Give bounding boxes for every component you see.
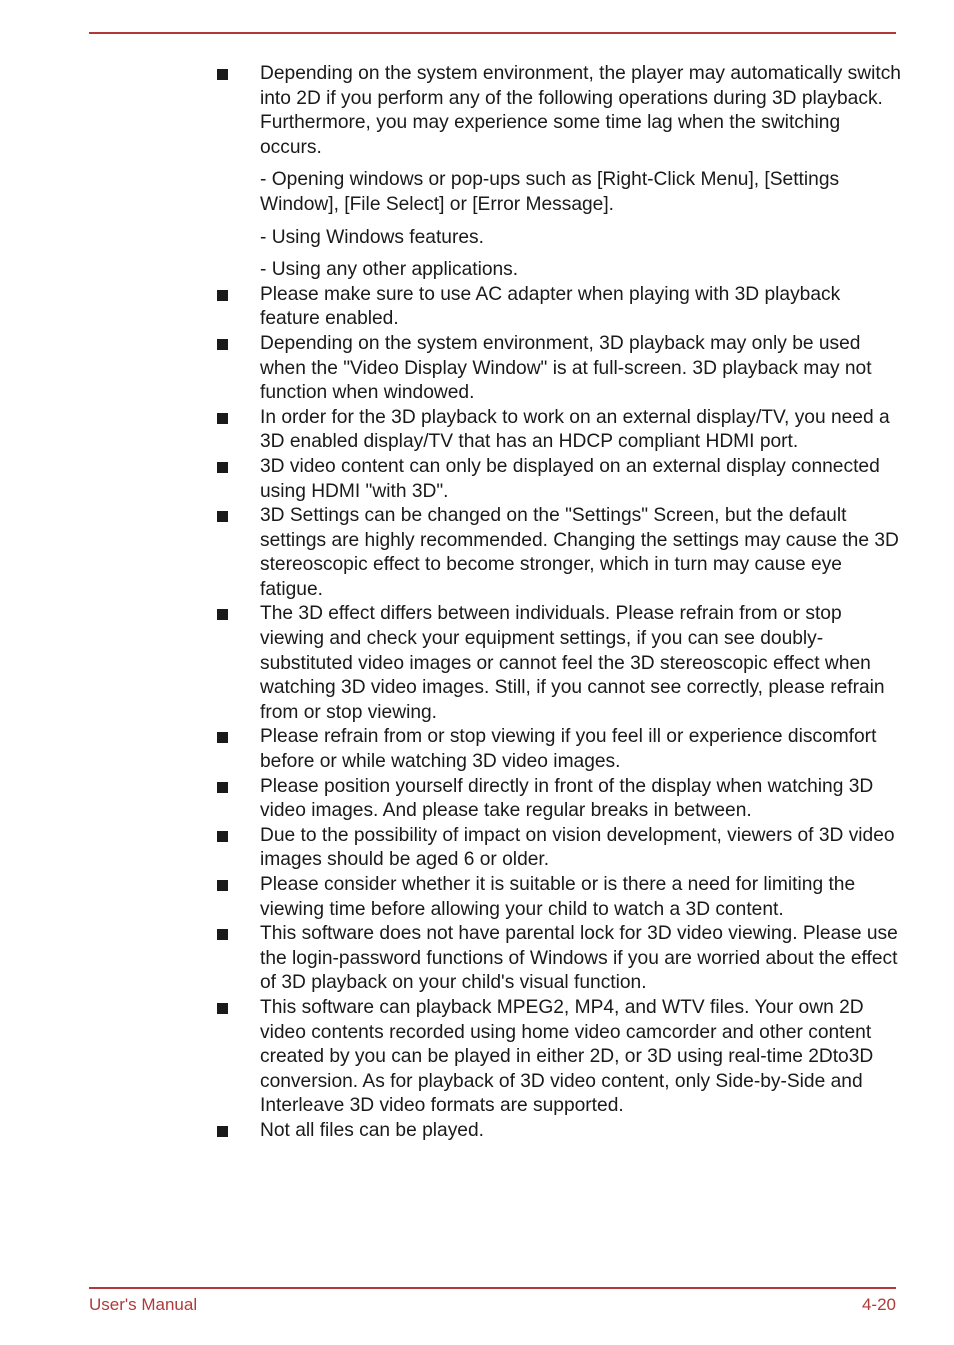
list-item-subtext: - Using any other applications.: [260, 259, 519, 281]
bullet-list: [215, 62, 905, 1144]
list-item-text: Depending on the system environment, 3D playback may only be used when the "Video Display Window" is at full-screen. 3D playback may not function when windowed.: [260, 332, 872, 404]
square-bullet-icon: [217, 290, 228, 301]
list-item: [215, 504, 905, 602]
page-number: 4-20: [861, 1295, 896, 1314]
list-item-text: Due to the possibility of impact on vision development, viewers of 3D video images should be aged 6 or older.: [260, 824, 895, 871]
list-item: [215, 283, 905, 332]
list-item-text: 3D video content can only be displayed on an external display connected using HDMI "with 3D".: [260, 455, 880, 502]
square-bullet-icon: [217, 880, 228, 891]
list-item: [215, 1119, 905, 1144]
header-rule: [89, 32, 896, 34]
list-item-subtext: - Opening windows or pop-ups such as [Right-Click Menu], [Settings Window], [File Select] or [Error Message].: [260, 169, 840, 215]
list-item-text: 3D Settings can be changed on the "Settings" Screen, but the default settings are highly recommended. Changing the settings may cause the 3D stereoscopic effect to become stronger, which in turn may cause eye fatigue.: [260, 505, 899, 600]
square-bullet-icon: [217, 1126, 228, 1137]
list-item-text: This software does not have parental lock for 3D video viewing. Please use the login-password functions of Windows if you are worried about the effect of 3D playback on your child's visual function.: [260, 923, 898, 994]
list-item-text: Please refrain from or stop viewing if you feel ill or experience discomfort before or while watching 3D video images.: [260, 726, 877, 773]
footer-manual-title: User's Manual: [89, 1295, 198, 1314]
square-bullet-icon: [217, 511, 228, 522]
list-item-text: This software can playback MPEG2, MP4, and WTV files. Your own 2D video contents recorded using home video camcorder and other content created by you can be played in either 2D, or 3D using real-time 2Dto3D conversion. As for playback of 3D video content, only Side-by-Side and Interleave 3D video formats are supported.: [260, 996, 874, 1117]
square-bullet-icon: [217, 831, 228, 842]
list-item: [215, 332, 905, 406]
square-bullet-icon: [217, 69, 228, 80]
list-item: [215, 725, 905, 774]
list-item: [215, 996, 905, 1119]
list-item: [215, 455, 905, 504]
list-item: [215, 406, 905, 455]
list-item-text: Please position yourself directly in front of the display when watching 3D video images. And please take regular breaks in between.: [260, 775, 874, 822]
list-item: [215, 873, 905, 922]
square-bullet-icon: [217, 1003, 228, 1014]
square-bullet-icon: [217, 462, 228, 473]
list-item-text: In order for the 3D playback to work on an external display/TV, you need a 3D enabled display/TV that has an HDCP compliant HDMI port.: [260, 406, 890, 453]
square-bullet-icon: [217, 413, 228, 424]
list-item-text: Not all files can be played.: [260, 1119, 484, 1141]
list-item: [215, 602, 905, 725]
list-item: [215, 775, 905, 824]
square-bullet-icon: [217, 782, 228, 793]
list-item-text: Please make sure to use AC adapter when playing with 3D playback feature enabled.: [260, 283, 841, 330]
list-item-text: The 3D effect differs between individuals. Please refrain from or stop viewing and check your equipment settings, if you can see doubly-substituted video images or cannot feel the 3D stereoscopic effect when watching 3D video images. Still, if you cannot see correctly, please refrain from or stop viewing.: [260, 603, 885, 723]
list-item-text: Depending on the system environment, the player may automatically switch into 2D if you perform any of the following operations during 3D playback. Furthermore, you may experience some time lag when the switching occurs.: [260, 63, 901, 158]
list-item-text: Please consider whether it is suitable or is there a need for limiting the viewing time before allowing your child to watch a 3D content.: [260, 874, 856, 920]
square-bullet-icon: [217, 929, 228, 940]
list-item: [215, 62, 905, 283]
square-bullet-icon: [217, 609, 228, 620]
footer-rule: [89, 1287, 896, 1289]
list-item-subtext: - Using Windows features.: [260, 226, 484, 248]
square-bullet-icon: [217, 732, 228, 743]
list-item: [215, 824, 905, 873]
list-item: [215, 922, 905, 996]
square-bullet-icon: [217, 339, 228, 350]
